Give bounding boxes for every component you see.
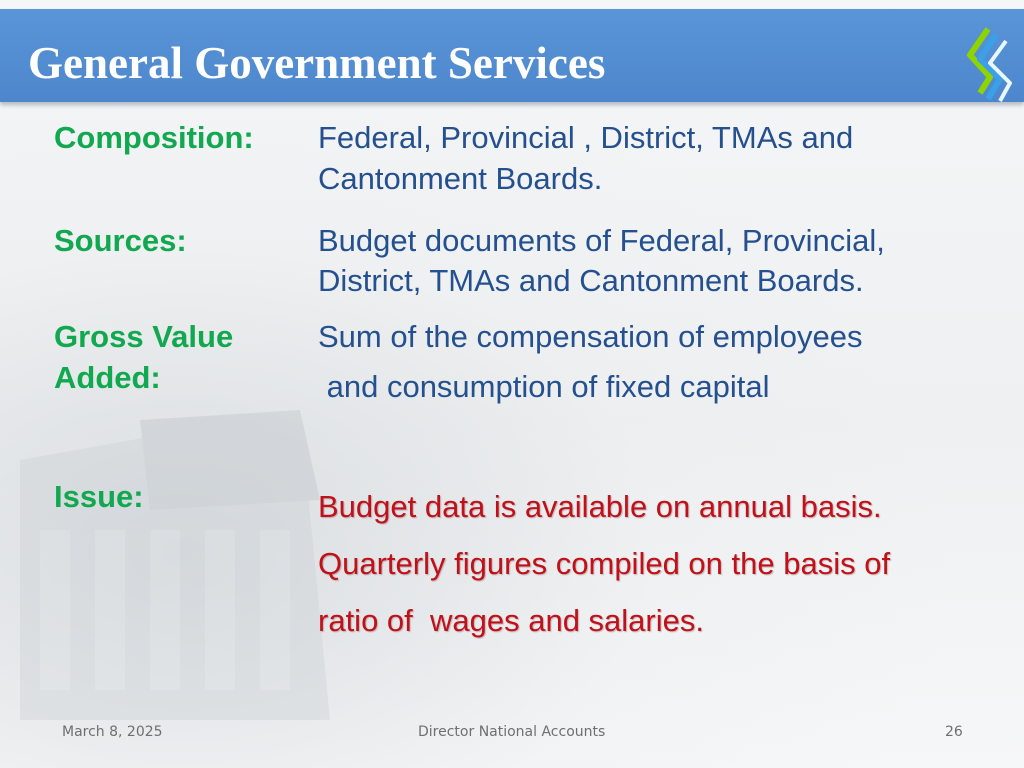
chevron-logo-icon [960, 25, 1022, 105]
gva-label-line1: Gross Value [54, 319, 234, 354]
title-bar [0, 9, 1024, 102]
slide-number: 26 [945, 724, 963, 740]
gva-label-line2: Added: [54, 360, 161, 395]
footer-date: March 8, 2025 [62, 724, 163, 740]
sources-label: Sources: [54, 223, 187, 258]
gva-value-line1: Sum of the compensation of employees [318, 319, 863, 354]
composition-label: Composition: [54, 120, 254, 155]
issue-label: Issue: [54, 479, 144, 514]
footer-center-text: Director National Accounts [418, 724, 606, 740]
sources-value-line1: Budget documents of Federal, Provincial, [318, 223, 885, 258]
issue-line1: Budget data is available on annual basis. [318, 489, 882, 524]
composition-value-line2: Cantonment Boards. [318, 161, 603, 196]
slide-title: General Government Services [28, 38, 606, 88]
issue-line3: ratio of wages and salaries. [318, 603, 704, 638]
gva-value-line2: and consumption of fixed capital [318, 369, 770, 404]
sources-value-line2: District, TMAs and Cantonment Boards. [318, 263, 864, 298]
issue-line2: Quarterly figures compiled on the basis of [318, 546, 891, 581]
composition-value-line1: Federal, Provincial , District, TMAs and [318, 120, 854, 155]
